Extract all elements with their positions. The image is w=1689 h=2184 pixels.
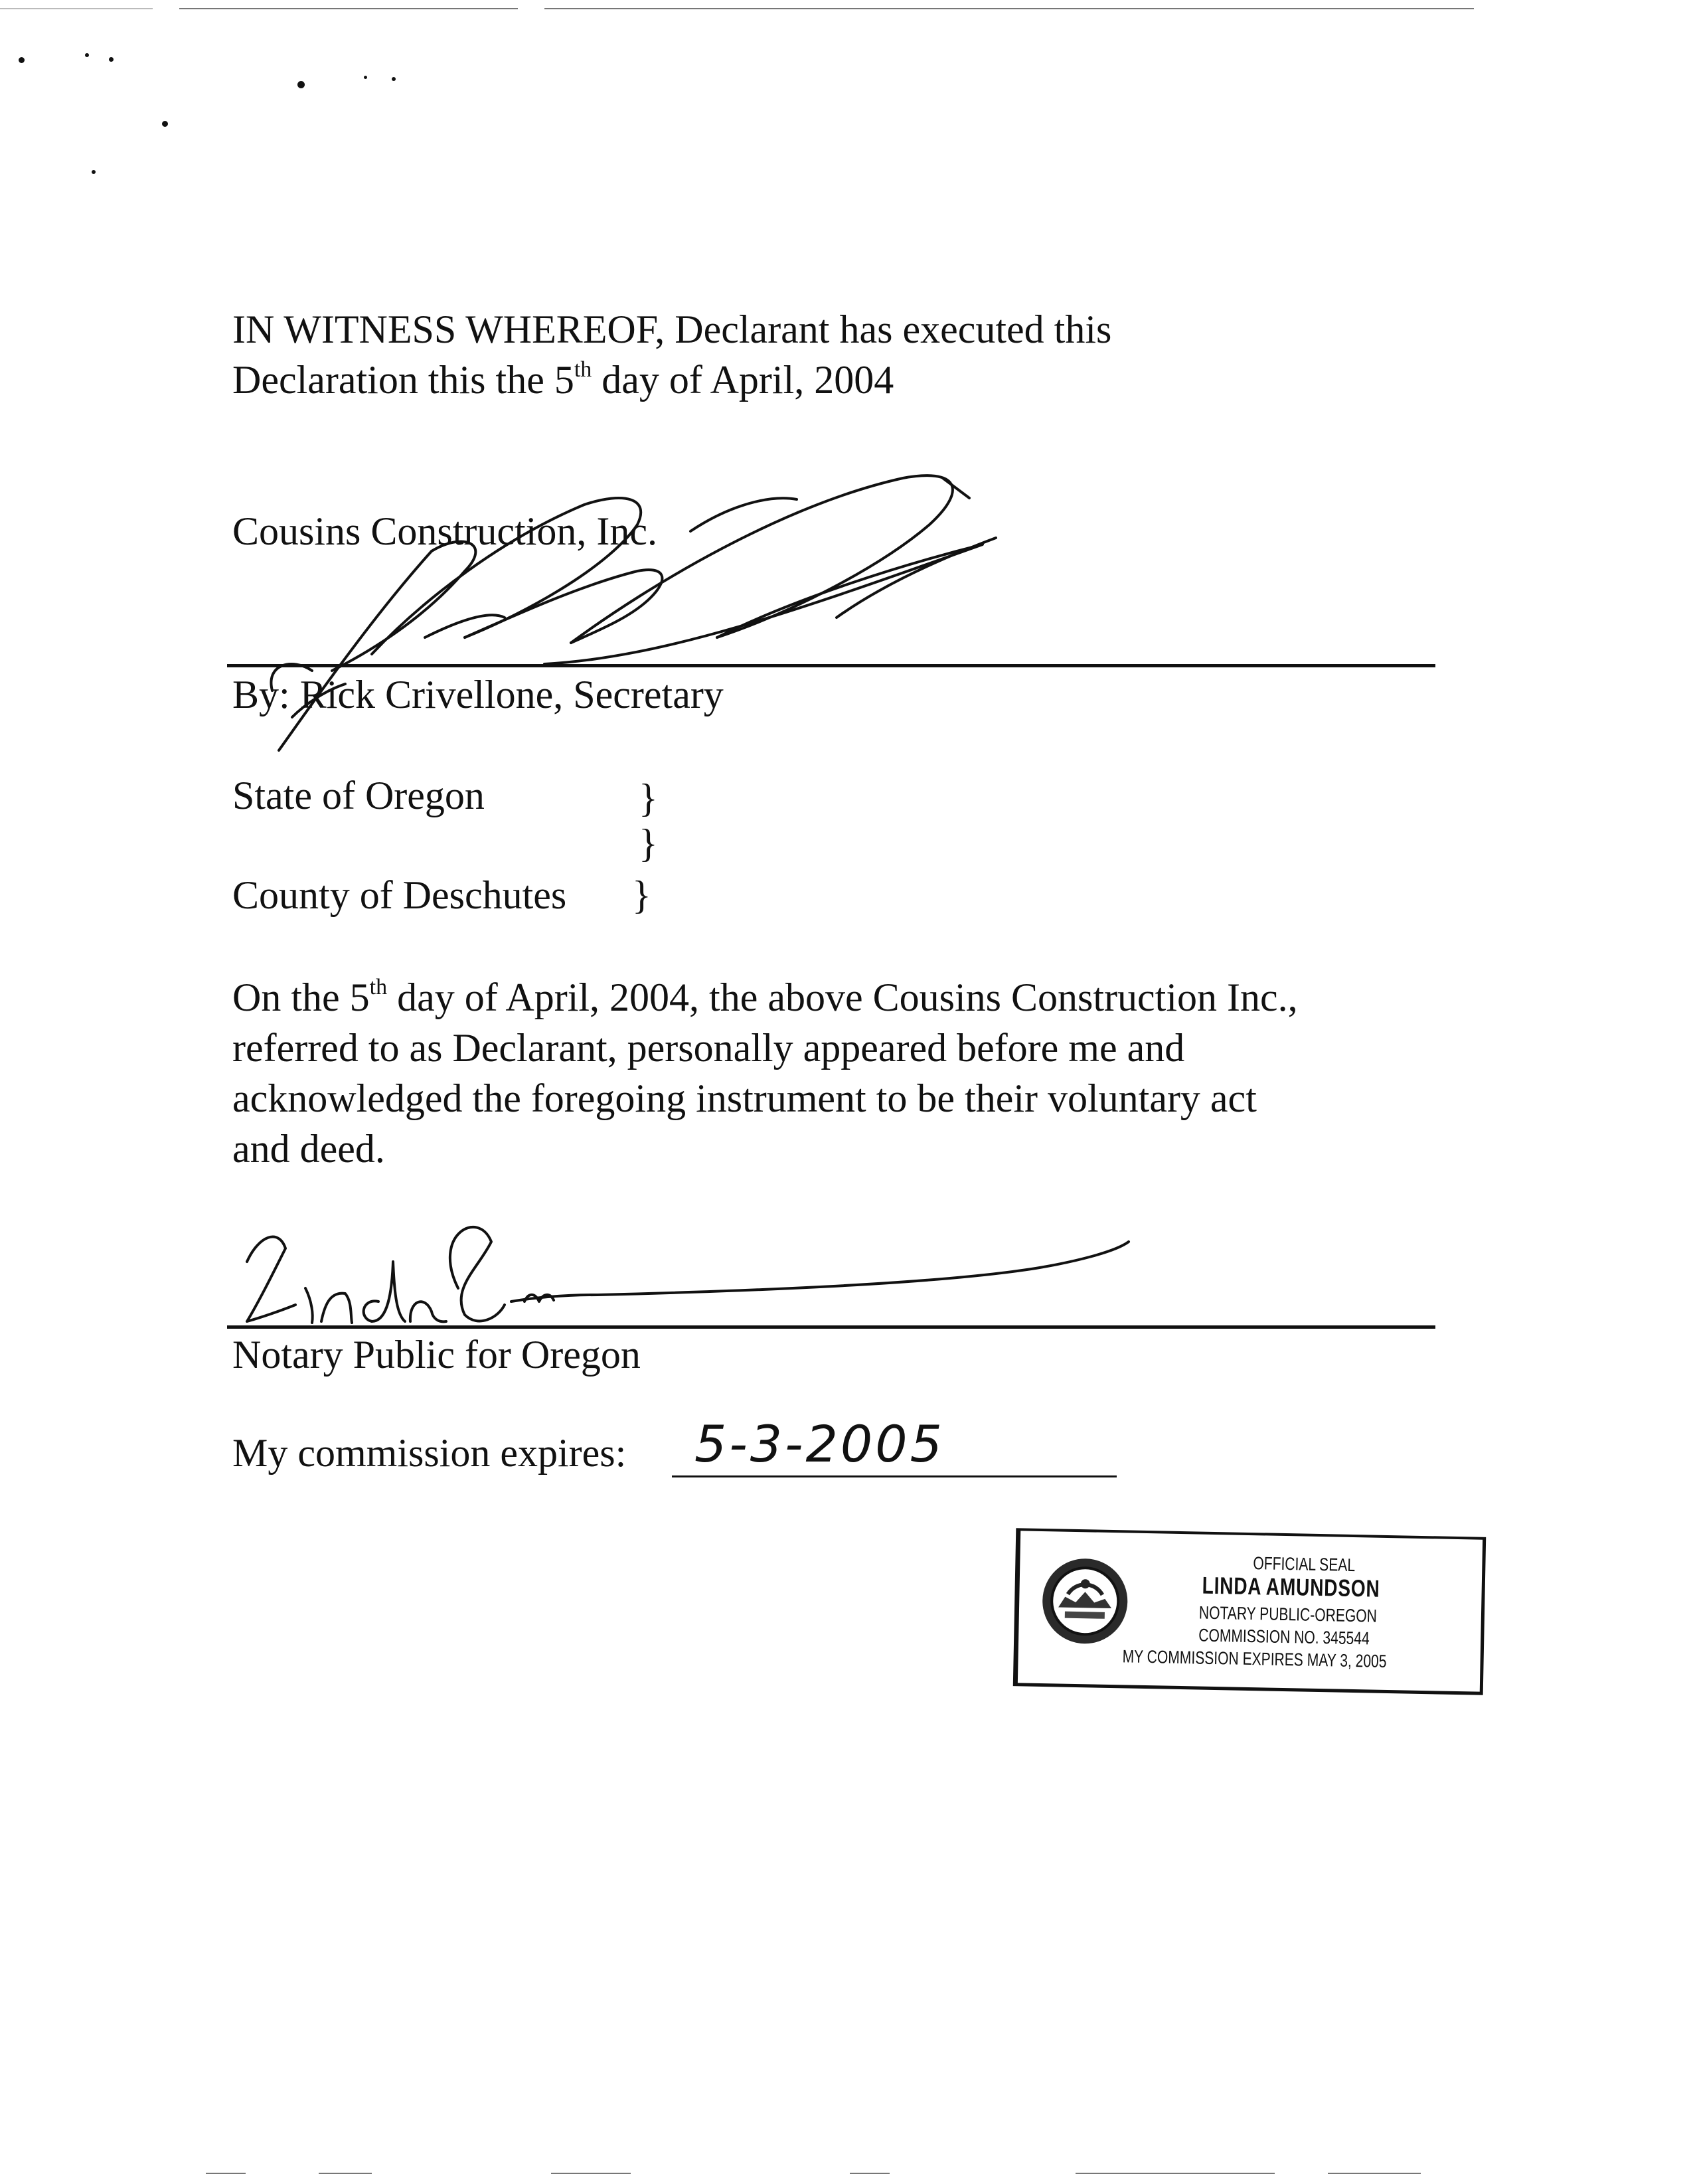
scan-speck (92, 170, 96, 174)
venue-brace: } (639, 821, 658, 865)
acknowledgment-line-2: referred to as Declarant, personally appeared before me and (232, 1026, 1185, 1070)
seal-notary-jurisdiction: NOTARY PUBLIC-OREGON (1198, 1602, 1378, 1626)
witness-line-1 (232, 304, 1111, 355)
acknowledgment-date-prefix: On the 5 (232, 975, 370, 1019)
scan-edge-mark (1076, 2173, 1275, 2174)
scan-speck (19, 57, 25, 63)
witness-line-2 (232, 355, 894, 405)
company-name: Cousins Construction, Inc. (232, 509, 657, 553)
scan-edge-mark (1328, 2173, 1421, 2174)
notary-signature-line (227, 1325, 1435, 1329)
witness-line-1-text: IN WITNESS WHEREOF, Declarant has executed this (232, 307, 1112, 351)
signer-name: By: Rick Crivellone, Secretary (232, 673, 724, 716)
scan-edge-mark (850, 2173, 890, 2174)
scan-speck (85, 53, 89, 57)
official-seal-stamp (1013, 1528, 1486, 1695)
seal-commission-expiry: MY COMMISSION EXPIRES MAY 3, 2005 (1122, 1646, 1387, 1671)
venue-state: State of Oregon (232, 774, 485, 817)
scan-edge-mark (179, 8, 518, 9)
witness-ordinal-suffix: th (574, 357, 592, 382)
scan-edge-mark (544, 8, 1474, 9)
seal-heading: OFFICIAL SEAL (1253, 1553, 1356, 1576)
declarant-signature-line (227, 664, 1435, 667)
scan-edge-mark (0, 8, 153, 9)
commission-date-handwritten: 5-3-2005 (694, 1414, 945, 1473)
notary-title: Notary Public for Oregon (232, 1333, 641, 1377)
oregon-state-seal-icon (1038, 1554, 1133, 1649)
acknowledgment-line-4: and deed. (232, 1127, 385, 1171)
witness-date-suffix: day of April, 2004 (592, 358, 894, 402)
scan-edge-mark (551, 2173, 631, 2174)
seal-commission-number: COMMISSION NO. 345544 (1198, 1625, 1370, 1649)
acknowledgment-line-1 (232, 972, 1298, 1023)
notary-signature (247, 1227, 1129, 1323)
witness-date-prefix: Declaration this the 5 (232, 358, 574, 402)
commission-label: My commission expires: (232, 1431, 627, 1475)
scan-speck (364, 76, 367, 79)
scan-edge-mark (319, 2173, 372, 2174)
acknowledgment-line-1-rest: day of April, 2004, the above Cousins Construction Inc., (387, 975, 1298, 1019)
scan-speck (297, 81, 305, 88)
venue-brace: } (632, 873, 651, 917)
scan-edge-mark (206, 2173, 246, 2174)
venue-brace: } (639, 776, 658, 820)
seal-notary-name: LINDA AMUNDSON (1202, 1571, 1380, 1602)
scan-speck (392, 77, 396, 81)
scan-speck (162, 121, 168, 127)
acknowledgment-ordinal-suffix: th (369, 975, 388, 999)
commission-date-line (672, 1475, 1117, 1477)
acknowledgment-line-3: acknowledged the foregoing instrument to be their voluntary act (232, 1076, 1257, 1120)
venue-county: County of Deschutes (232, 873, 567, 917)
scan-speck (109, 57, 114, 62)
